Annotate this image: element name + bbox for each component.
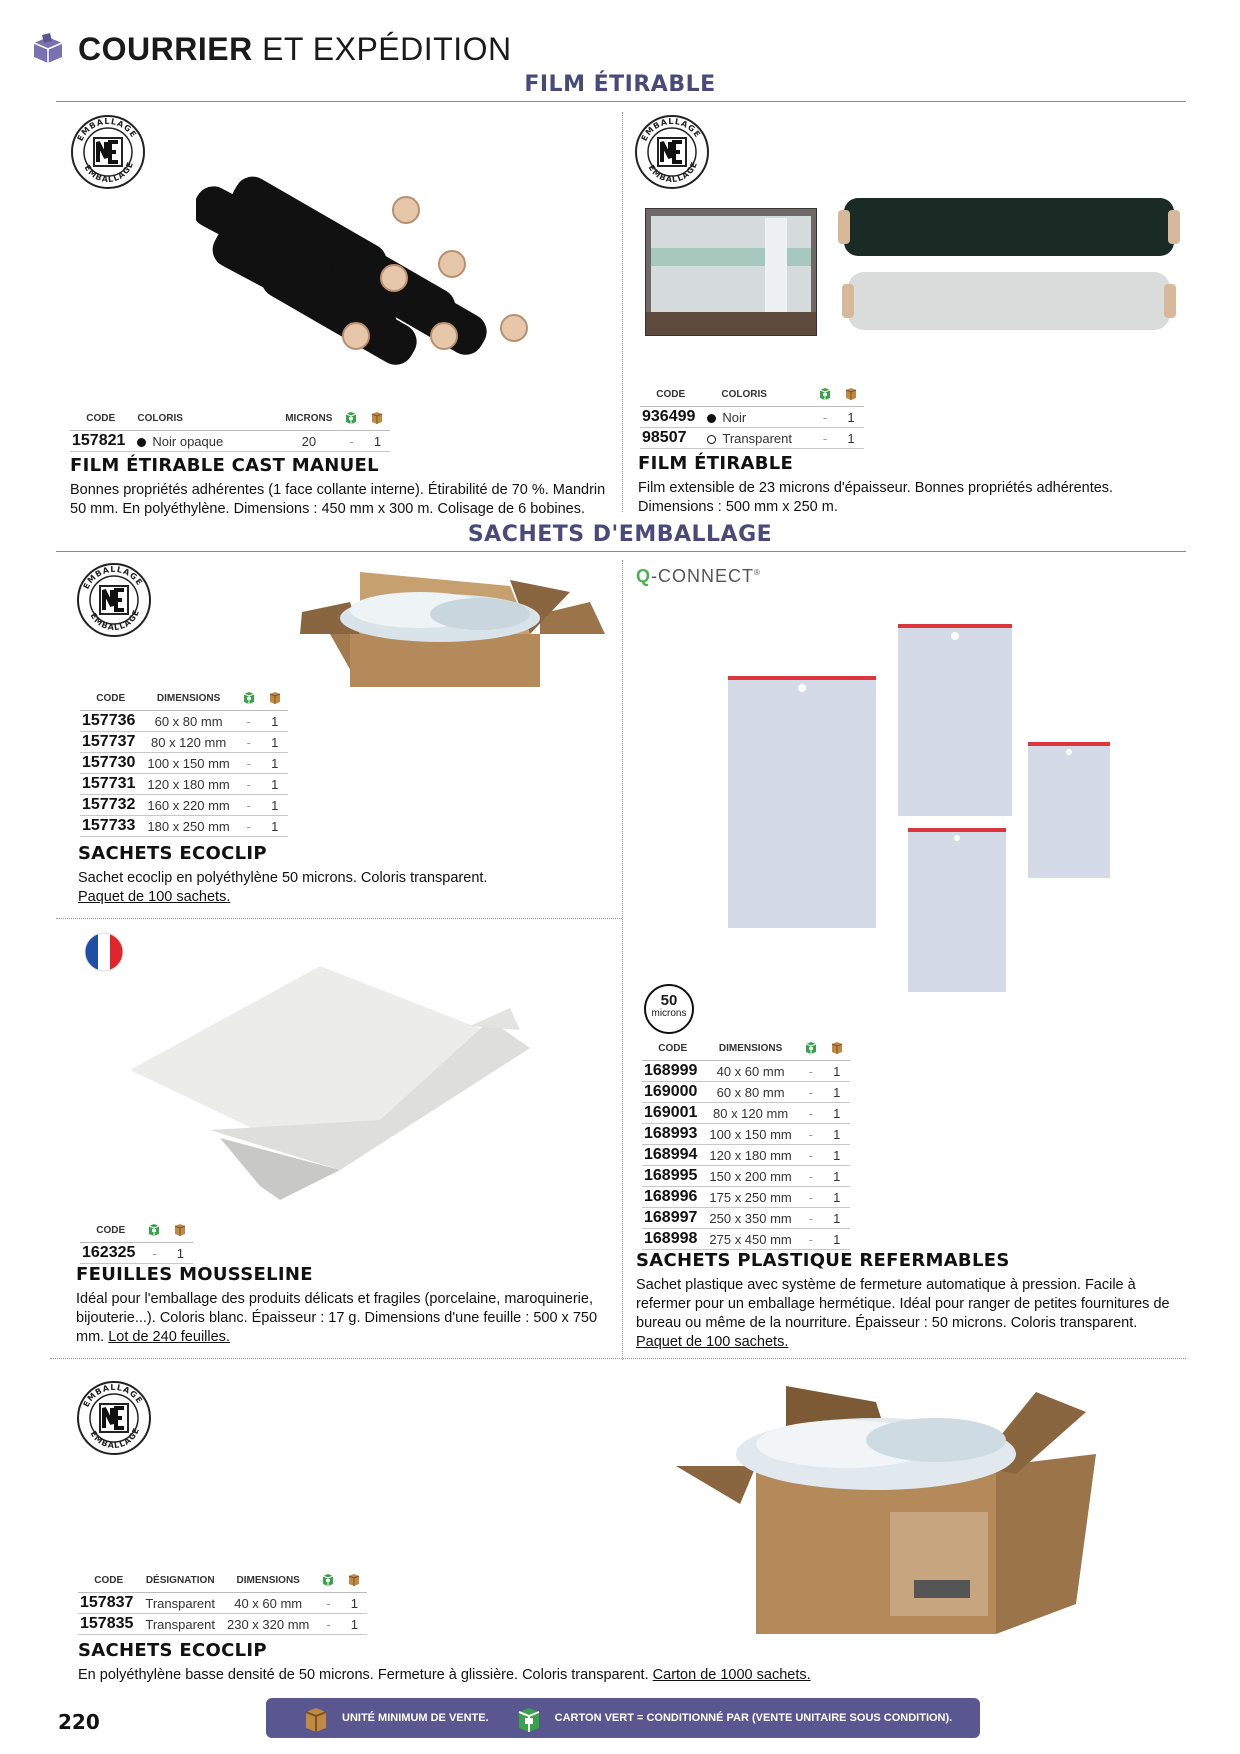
divider bbox=[56, 101, 1186, 102]
column-header: CODE bbox=[80, 1222, 141, 1243]
unit-box-icon bbox=[824, 1040, 850, 1061]
film-rolls-image bbox=[196, 170, 536, 370]
table-row: 157821 Noir opaque 20 - 1 bbox=[70, 431, 390, 452]
column-header: CODE bbox=[70, 410, 131, 431]
ne-emballage-badge-icon bbox=[634, 114, 710, 190]
q-connect-logo: Q-CONNECT® bbox=[636, 566, 761, 586]
column-header: DIMENSIONS bbox=[703, 1040, 797, 1061]
table-row: 157731 120 x 180 mm - 1 bbox=[80, 774, 288, 795]
divider bbox=[622, 112, 623, 512]
page-number: 220 bbox=[58, 1710, 100, 1734]
table-row: 157835 Transparent 230 x 320 mm - 1 bbox=[78, 1614, 367, 1635]
product-table bbox=[80, 1222, 193, 1264]
box-of-bags-image bbox=[300, 562, 610, 688]
page-title: COURRIER ET EXPÉDITION bbox=[78, 30, 512, 67]
column-header: COLORIS bbox=[701, 386, 812, 407]
france-flag-icon bbox=[84, 932, 124, 972]
product-table bbox=[78, 1572, 367, 1635]
product-title: SACHETS PLASTIQUE REFERMABLES bbox=[636, 1250, 1010, 1271]
table-row: 168996 175 x 250 mm - 1 bbox=[642, 1187, 850, 1208]
green-carton-icon bbox=[812, 386, 838, 407]
unit-box-icon bbox=[167, 1222, 193, 1243]
ne-emballage-badge-icon bbox=[76, 562, 152, 638]
product-description: Sachet ecoclip en polyéthylène 50 microns. Coloris transparent. Paquet de 100 sachets. bbox=[78, 870, 488, 905]
product-table bbox=[642, 1040, 850, 1250]
green-carton-icon bbox=[338, 410, 364, 431]
table-row: 157733 180 x 250 mm - 1 bbox=[80, 816, 288, 837]
divider bbox=[56, 551, 1186, 552]
microns-badge: 50 microns bbox=[644, 984, 694, 1034]
table-row: 169001 80 x 120 mm - 1 bbox=[642, 1103, 850, 1124]
product-description: Sachet plastique avec système de fermeture automatique à pression. Facile à refermer pour un emballage hermétique. Idéal pour ranger de petites fournitures de bureau ou même de la nourriture. Épaisseur : 50 microns. Coloris transparent. Paquet de 100 sachets. bbox=[636, 1277, 1170, 1350]
column-header: CODE bbox=[78, 1572, 139, 1593]
divider bbox=[622, 560, 623, 1360]
table-row: 162325 - 1 bbox=[80, 1243, 193, 1264]
pack-size-link: Paquet de 100 sachets. bbox=[636, 1334, 789, 1350]
black-dot-icon bbox=[707, 414, 716, 423]
unit-box-icon bbox=[364, 410, 390, 431]
column-header: CODE bbox=[80, 690, 141, 711]
table-row: 168993 100 x 150 mm - 1 bbox=[642, 1124, 850, 1145]
black-dot-icon bbox=[137, 438, 146, 447]
column-header: MICRONS bbox=[229, 410, 338, 431]
product-table bbox=[70, 410, 390, 452]
table-row: 98507 Transparent - 1 bbox=[640, 428, 864, 449]
product-table bbox=[80, 690, 288, 837]
film-rolls-image bbox=[838, 196, 1180, 336]
table-row: 168994 120 x 180 mm - 1 bbox=[642, 1145, 850, 1166]
product-title: SACHETS ECOCLIP bbox=[78, 843, 267, 864]
product-table bbox=[640, 386, 864, 449]
product-title: FEUILLES MOUSSELINE bbox=[76, 1264, 313, 1285]
pallet-photo-image bbox=[645, 208, 817, 336]
legend-label: CARTON VERT = CONDITIONNÉ PAR (VENTE UNITAIRE SOUS CONDITION). bbox=[554, 1712, 953, 1724]
product-title: SACHETS ECOCLIP bbox=[78, 1640, 267, 1661]
table-row: 168998 275 x 450 mm - 1 bbox=[642, 1229, 850, 1250]
legend-label: UNITÉ MINIMUM DE VENTE. bbox=[342, 1712, 489, 1724]
pack-size-link: Paquet de 100 sachets. bbox=[78, 889, 231, 905]
table-row: 157730 100 x 150 mm - 1 bbox=[80, 753, 288, 774]
section-title-sachets: SACHETS D'EMBALLAGE bbox=[467, 522, 773, 547]
green-carton-icon bbox=[315, 1572, 341, 1593]
column-header: CODE bbox=[642, 1040, 703, 1061]
column-header: DIMENSIONS bbox=[221, 1572, 315, 1593]
product-description: En polyéthylène basse densité de 50 microns. Fermeture à glissière. Coloris transparent. Carton de 1000 sachets. bbox=[78, 1667, 811, 1683]
tissue-paper-image bbox=[130, 960, 530, 1206]
legend-bar bbox=[266, 1698, 980, 1738]
column-header: DÉSIGNATION bbox=[139, 1572, 221, 1593]
column-header: DIMENSIONS bbox=[141, 690, 235, 711]
white-dot-icon bbox=[707, 435, 716, 444]
ne-emballage-badge-icon bbox=[76, 1380, 152, 1456]
table-row: 168995 150 x 200 mm - 1 bbox=[642, 1166, 850, 1187]
divider bbox=[50, 1358, 1186, 1359]
green-carton-icon bbox=[515, 1704, 543, 1732]
legend-unit bbox=[302, 1704, 489, 1732]
table-row: 168997 250 x 350 mm - 1 bbox=[642, 1208, 850, 1229]
table-row: 169000 60 x 80 mm - 1 bbox=[642, 1082, 850, 1103]
product-title: FILM ÉTIRABLE bbox=[638, 453, 794, 474]
table-row: 157732 160 x 220 mm - 1 bbox=[80, 795, 288, 816]
table-row: 157736 60 x 80 mm - 1 bbox=[80, 711, 288, 732]
table-row: 936499 Noir - 1 bbox=[640, 407, 864, 428]
table-row: 168999 40 x 60 mm - 1 bbox=[642, 1061, 850, 1082]
column-header: COLORIS bbox=[131, 410, 229, 431]
divider bbox=[56, 918, 622, 919]
unit-box-icon bbox=[838, 386, 864, 407]
table-row: 157737 80 x 120 mm - 1 bbox=[80, 732, 288, 753]
green-carton-icon bbox=[141, 1222, 167, 1243]
product-description: Bonnes propriétés adhérentes (1 face collante interne). Étirabilité de 70 %. Mandrin 50 mm. En polyéthylène. Dimensions : 450 mm x 300 m. Colisage de 6 bobines. bbox=[70, 482, 606, 517]
product-description: Idéal pour l'emballage des produits délicats et fragiles (porcelaine, maroquinerie, bijouterie...). Coloris blanc. Épaisseur : 17 g. Dimensions d'une feuille : 500 x 750 mm. Lot de 240 feuilles. bbox=[76, 1291, 598, 1345]
section-title-film: FILM ÉTIRABLE bbox=[524, 72, 716, 97]
pack-size-link: Carton de 1000 sachets. bbox=[652, 1667, 811, 1683]
green-carton-icon bbox=[236, 690, 262, 711]
column-header: CODE bbox=[640, 386, 701, 407]
ne-emballage-badge-icon bbox=[70, 114, 146, 190]
green-carton-icon bbox=[798, 1040, 824, 1061]
product-description: Film extensible de 23 microns d'épaisseur. Bonnes propriétés adhérentes. Dimensions : 500 mm x 250 m. bbox=[638, 480, 1114, 515]
unit-box-icon bbox=[262, 690, 288, 711]
table-row: 157837 Transparent 40 x 60 mm - 1 bbox=[78, 1593, 367, 1614]
pack-size-link: Lot de 240 feuilles. bbox=[108, 1329, 230, 1345]
box-of-bags-image bbox=[676, 1384, 1100, 1642]
box-icon bbox=[30, 31, 66, 67]
unit-box-icon bbox=[341, 1572, 367, 1593]
page-header bbox=[30, 24, 512, 74]
zip-bags-image bbox=[726, 618, 1116, 996]
product-title: FILM ÉTIRABLE CAST MANUEL bbox=[70, 455, 379, 476]
unit-box-icon bbox=[302, 1704, 330, 1732]
legend-green bbox=[515, 1704, 953, 1732]
